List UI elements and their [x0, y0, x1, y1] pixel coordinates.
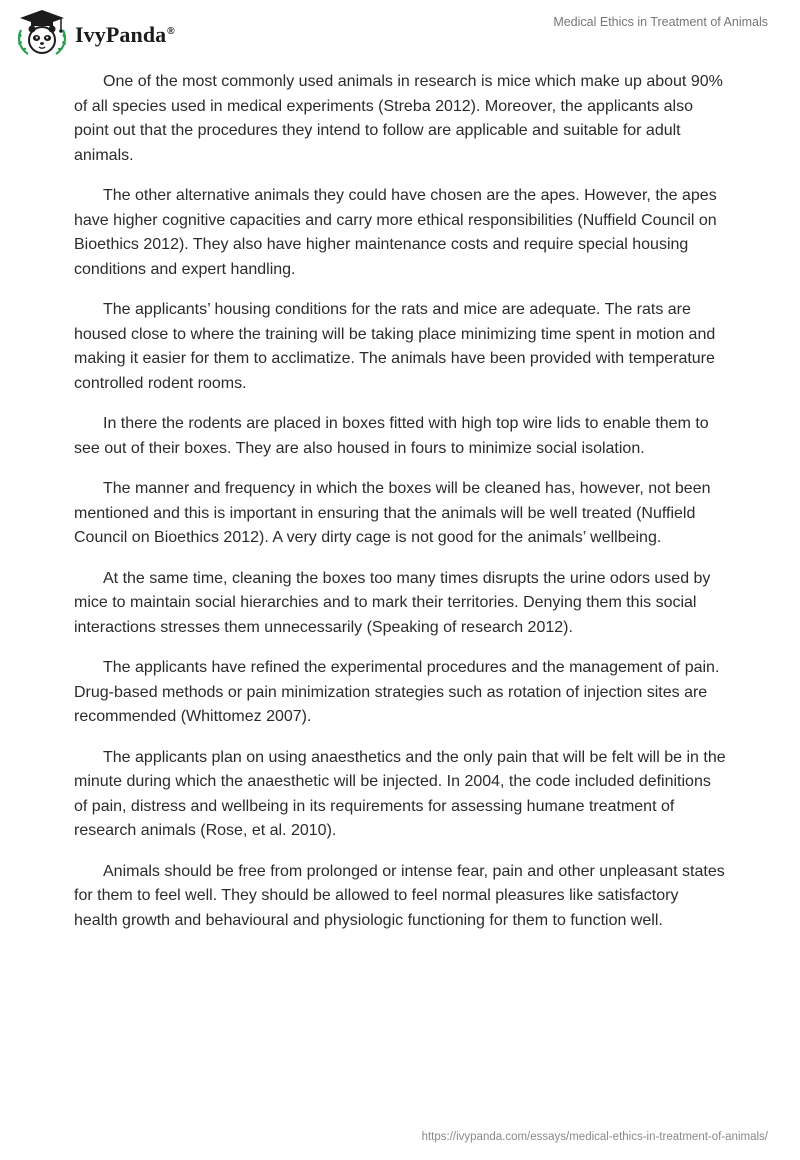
paragraph: Animals should be free from prolonged or intense fear, pain and other unpleasant states for them to feel well. They should be allowed to feel normal pleasures like satisfactory health growth and behavioural and physiologic functioning for them to function well.	[74, 862, 725, 929]
panda-graduate-logo-icon	[14, 8, 70, 58]
paragraph: One of the most commonly used animals in research is mice which make up about 90% of all species used in medical experiments (Streba 2012). Moreover, the applicants also point out that the procedures they intend to follow are applicable and suitable for adult animals.	[74, 73, 723, 164]
paragraph: The other alternative animals they could have chosen are the apes. However, the apes have higher cognitive capacities and carry more ethical responsibilities (Nuffield Council on Bioethics 2012). They also have higher maintenance costs and require special housing conditions and expert handling.	[74, 187, 717, 278]
brand-name-text: IvyPanda	[75, 22, 167, 47]
paragraph: The applicants have refined the experimental procedures and the management of pain. Drug-based methods or pain minimization strategies such as rotation of injection sites are recommended (Whittomez 2007).	[74, 659, 720, 725]
paragraph: The applicants’ housing conditions for the rats and mice are adequate. The rats are housed close to where the training will be taking place minimizing time spent in motion and making it easier for them to acclimatize. The animals have been provided with temperature controlled rodent rooms.	[74, 301, 716, 392]
paragraph: In there the rodents are placed in boxes fitted with high top wire lids to enable them to see out of their boxes. They are also housed in fours to minimize social isolation.	[74, 415, 709, 457]
paragraph: At the same time, cleaning the boxes too many times disrupts the urine odors used by mice to maintain social hierarchies and to mark their territories. Denying them this social interactions stresses them unnecessarily (Speaking of research 2012).	[74, 569, 711, 636]
source-url[interactable]: https://ivypanda.com/essays/medical-ethics-in-treatment-of-animals/	[421, 1131, 768, 1143]
brand-logo[interactable]	[14, 7, 175, 59]
document-title: Medical Ethics in Treatment of Animals	[553, 15, 768, 29]
page-header	[0, 0, 800, 64]
paragraph: The manner and frequency in which the boxes will be cleaned has, however, not been mentioned and this is important in ensuring that the animals will be well treated (Nuffield Council on Bioethics 2012). A very dirty cage is not good for the animals’ wellbeing.	[74, 480, 711, 546]
brand-name	[75, 22, 175, 48]
essay-body	[74, 70, 726, 949]
registered-mark: ®	[167, 25, 175, 37]
paragraph: The applicants plan on using anaesthetics and the only pain that will be felt will be in the minute during which the anaesthetic will be injected. In 2004, the code included definitions of pain, distress and wellbeing in its requirements for assessing humane treatment of research animals (Rose, et al. 2010).	[74, 748, 726, 839]
